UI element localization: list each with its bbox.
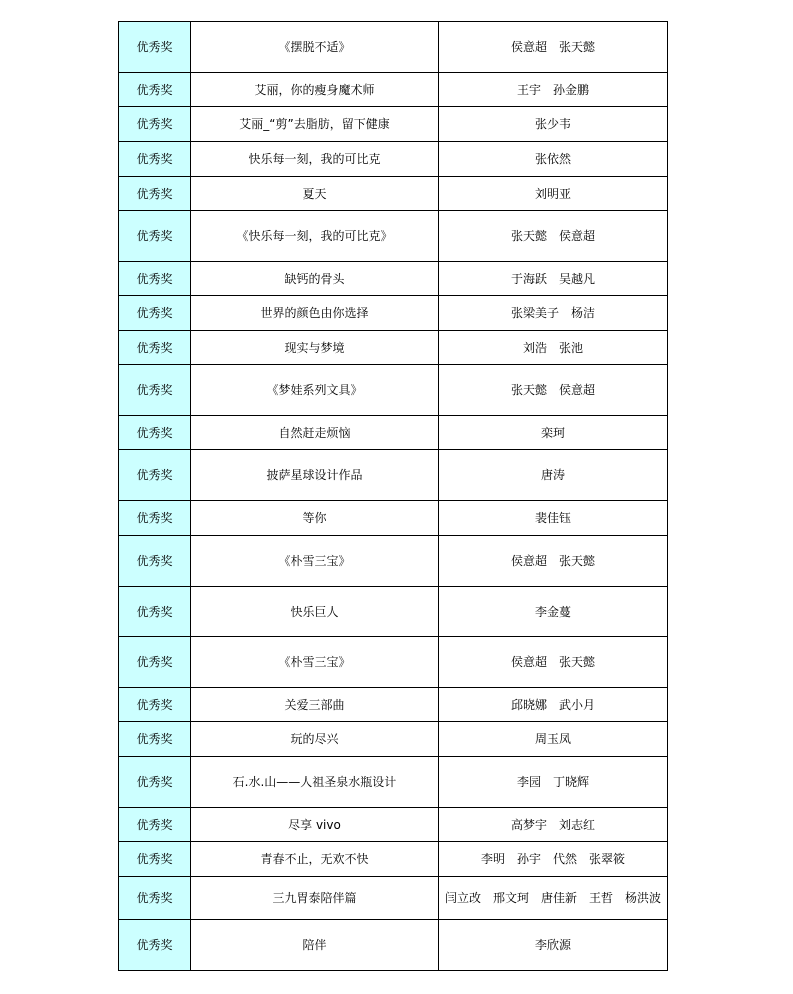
table-row — [119, 637, 668, 688]
authors-cell: 李明 孙宇 代然 张翠筱 — [439, 842, 668, 877]
work-title-cell: 关爱三部曲 — [191, 688, 439, 722]
work-title-cell: 缺钙的骨头 — [191, 262, 439, 296]
work-title-cell: 《朴雪三宝》 — [191, 536, 439, 587]
authors-cell: 侯意超 张天懿 — [439, 22, 668, 73]
table-row — [119, 211, 668, 262]
table-row — [119, 296, 668, 331]
work-title-cell: 世界的颜色由你选择 — [191, 296, 439, 331]
work-title-cell: 等你 — [191, 501, 439, 536]
table-row — [119, 73, 668, 107]
work-title-cell: 陪伴 — [191, 920, 439, 971]
work-title-cell: 《梦娃系列文具》 — [191, 365, 439, 416]
work-title-cell: 快乐每一刻，我的可比克 — [191, 142, 439, 177]
awards-table-body — [119, 22, 668, 971]
table-row — [119, 722, 668, 757]
table-row — [119, 501, 668, 536]
authors-cell: 裴佳钰 — [439, 501, 668, 536]
table-row — [119, 177, 668, 211]
work-title-cell: 《摆脱不适》 — [191, 22, 439, 73]
award-cell: 优秀奖 — [119, 536, 191, 587]
table-row — [119, 107, 668, 142]
table-row — [119, 262, 668, 296]
awards-table — [118, 21, 668, 971]
authors-cell: 唐涛 — [439, 450, 668, 501]
work-title-cell: 艾丽，你的瘦身魔术师 — [191, 73, 439, 107]
work-title-cell: 《快乐每一刻，我的可比克》 — [191, 211, 439, 262]
work-title-cell: 披萨星球设计作品 — [191, 450, 439, 501]
table-row — [119, 842, 668, 877]
award-cell: 优秀奖 — [119, 365, 191, 416]
award-cell: 优秀奖 — [119, 587, 191, 637]
authors-cell: 张天懿 侯意超 — [439, 365, 668, 416]
authors-cell: 刘明亚 — [439, 177, 668, 211]
table-row — [119, 536, 668, 587]
authors-cell: 李园 丁晓辉 — [439, 757, 668, 808]
award-cell: 优秀奖 — [119, 262, 191, 296]
award-cell: 优秀奖 — [119, 416, 191, 450]
table-row — [119, 416, 668, 450]
award-cell: 优秀奖 — [119, 842, 191, 877]
work-title-cell: 现实与梦境 — [191, 331, 439, 365]
award-cell: 优秀奖 — [119, 331, 191, 365]
authors-cell: 李金蔓 — [439, 587, 668, 637]
award-cell: 优秀奖 — [119, 688, 191, 722]
authors-cell: 侯意超 张天懿 — [439, 637, 668, 688]
work-title-cell: 快乐巨人 — [191, 587, 439, 637]
authors-cell: 于海跃 吴越凡 — [439, 262, 668, 296]
authors-cell: 王宇 孙金鹏 — [439, 73, 668, 107]
work-title-cell: 艾丽_“剪”去脂肪，留下健康 — [191, 107, 439, 142]
authors-cell: 张依然 — [439, 142, 668, 177]
award-cell: 优秀奖 — [119, 920, 191, 971]
work-title-cell: 石.水.山——人祖圣泉水瓶设计 — [191, 757, 439, 808]
work-title-cell: 玩的尽兴 — [191, 722, 439, 757]
table-row — [119, 877, 668, 920]
work-title-cell: 夏天 — [191, 177, 439, 211]
award-cell: 优秀奖 — [119, 877, 191, 920]
award-cell: 优秀奖 — [119, 296, 191, 331]
work-title-cell: 三九胃泰陪伴篇 — [191, 877, 439, 920]
table-row — [119, 757, 668, 808]
table-row — [119, 450, 668, 501]
work-title-cell: 自然赶走烦恼 — [191, 416, 439, 450]
authors-cell: 张天懿 侯意超 — [439, 211, 668, 262]
authors-cell: 刘浩 张池 — [439, 331, 668, 365]
table-row — [119, 808, 668, 842]
award-cell: 优秀奖 — [119, 450, 191, 501]
authors-cell: 栾珂 — [439, 416, 668, 450]
award-cell: 优秀奖 — [119, 73, 191, 107]
award-cell: 优秀奖 — [119, 142, 191, 177]
table-row — [119, 142, 668, 177]
work-title-cell: 《朴雪三宝》 — [191, 637, 439, 688]
award-cell: 优秀奖 — [119, 107, 191, 142]
award-cell: 优秀奖 — [119, 501, 191, 536]
authors-cell: 侯意超 张天懿 — [439, 536, 668, 587]
authors-cell: 张少韦 — [439, 107, 668, 142]
table-row — [119, 22, 668, 73]
authors-cell: 周玉凤 — [439, 722, 668, 757]
authors-cell: 邱晓娜 武小月 — [439, 688, 668, 722]
table-row — [119, 365, 668, 416]
award-cell: 优秀奖 — [119, 637, 191, 688]
award-cell: 优秀奖 — [119, 22, 191, 73]
table-row — [119, 331, 668, 365]
table-row — [119, 587, 668, 637]
award-cell: 优秀奖 — [119, 722, 191, 757]
award-cell: 优秀奖 — [119, 211, 191, 262]
work-title-cell: 青春不止，无欢不快 — [191, 842, 439, 877]
table-row — [119, 688, 668, 722]
award-cell: 优秀奖 — [119, 757, 191, 808]
table-row — [119, 920, 668, 971]
authors-cell: 闫立改 邢文珂 唐佳新 王哲 杨洪波 — [439, 877, 668, 920]
authors-cell: 张梁美子 杨洁 — [439, 296, 668, 331]
authors-cell: 高梦宇 刘志红 — [439, 808, 668, 842]
award-cell: 优秀奖 — [119, 808, 191, 842]
award-cell: 优秀奖 — [119, 177, 191, 211]
authors-cell: 李欣源 — [439, 920, 668, 971]
work-title-cell: 尽享 vivo — [191, 808, 439, 842]
